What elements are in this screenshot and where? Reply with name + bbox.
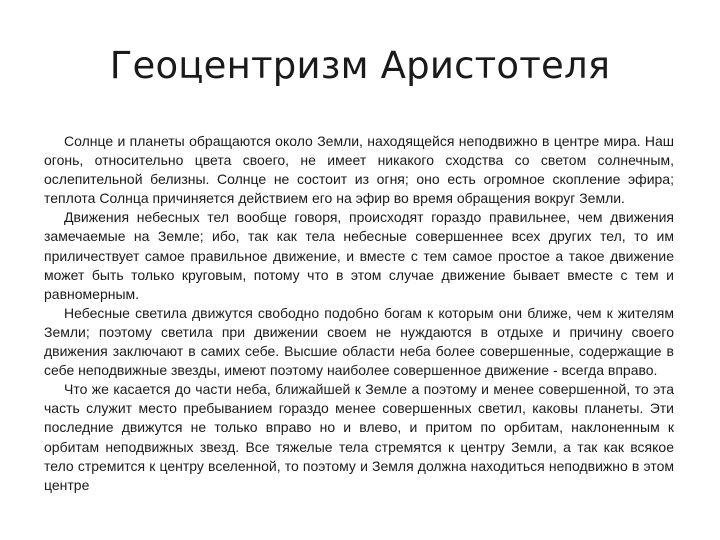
paragraph-3: Небесные светила движутся свободно подобно богам к которым они ближе, чем к жителям Земли; поэтому светила при движении своем не нуждаются в отдыхе и причину своего движения заключают в самих себе. Высшие области неба более совершенные, содержащие в себе неподвижные звезды, имеют поэтому наиболее совершенное движение - всегда вправо. <box>44 304 674 379</box>
slide-body <box>44 132 674 495</box>
paragraph-2: Движения небесных тел вообще говоря, происходят гораздо правильнее, чем движения замечаемые на Земле; ибо, так как тела небесные совершеннее всех других тел, то им приличествует самое правильное движение, и вместе с тем самое простое а такое движение может быть только круговым, потому что в этом случае движение бывает вместе с тем и равномерным. <box>44 209 674 302</box>
paragraph-1: Солнце и планеты обращаются около Земли, находящейся неподвижно в центре мира. Наш огонь, относительно цвета своего, не имеет никакого сходства со светом солнечным, ослепительной белизны. Солнце не состоит из огня; оно есть огромное скопление эфира; теплота Солнца причиняется действием его на эфир во время обращения вокруг Земли. <box>44 133 674 207</box>
paragraph-4: Что же касается до части неба, ближайшей к Земле а поэтому и менее совершенной, то эта часть служит место пребыванием гораздо менее совершенных светил, каковы планеты. Эти последние движутся не только вправо но и влево, и притом по орбитам, наклоненным к орбитам неподвижных звезд. Все тяжелые тела стремятся к центру Земли, а так как всякое тело стремится к центру вселенной, то поэтому и Земля должна находиться неподвижно в этом центре <box>44 381 674 493</box>
slide-title: Геоцентризм Аристотеля <box>109 44 611 87</box>
